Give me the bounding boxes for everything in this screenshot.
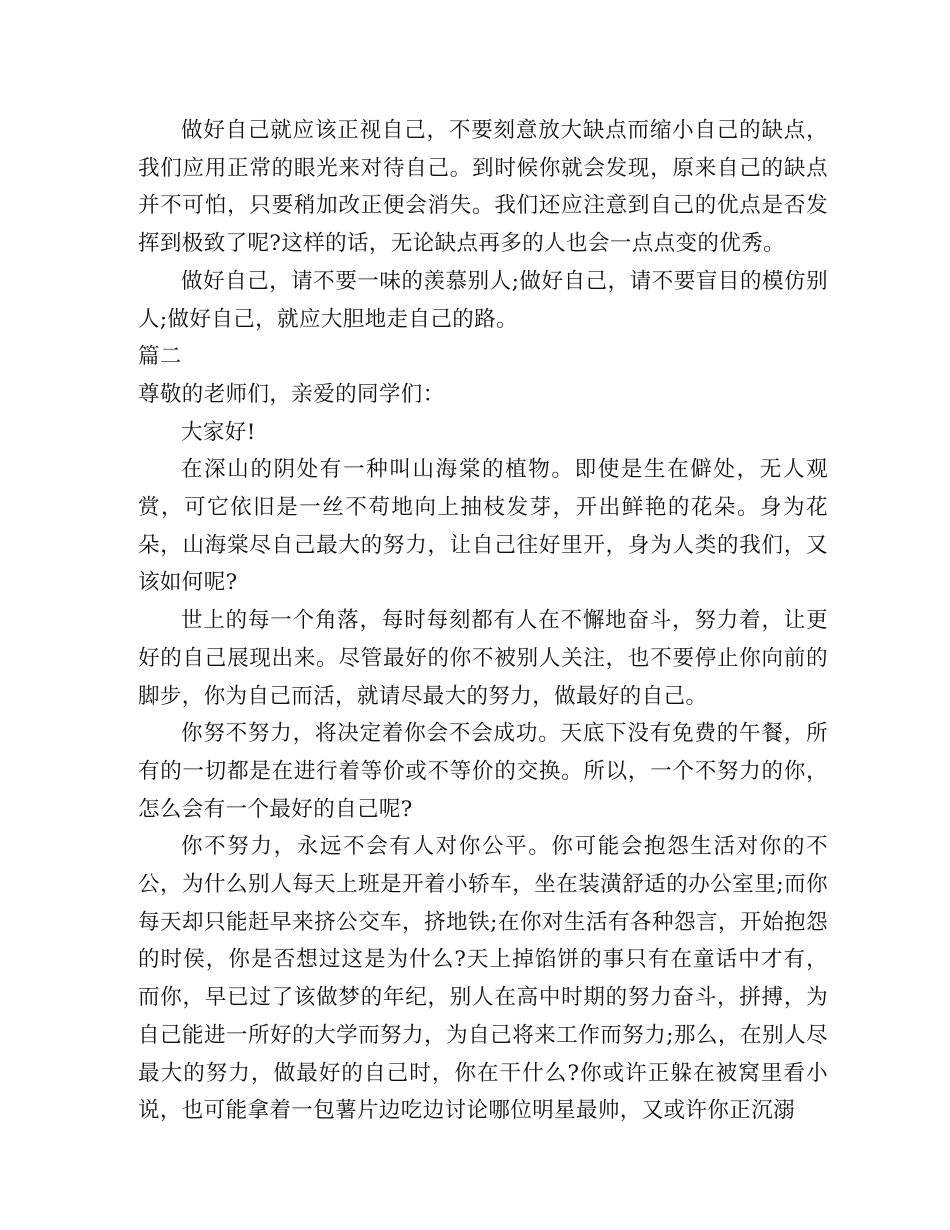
paragraph-3: 在深山的阴处有一种叫山海棠的植物。即使是生在僻处，无人观赏，可它依旧是一丝不苟地向上抽枝发芽，开出鲜艳的花朵。身为花朵，山海棠尽自己最大的努力，让自己往好里开，身为人类的我们，又该如何呢?: [138, 457, 828, 596]
paragraph-5: 你努不努力，将决定着你会不会成功。天底下没有免费的午餐，所有的一切都是在进行着等价或不等价的交换。所以，一个不努力的你，怎么会有一个最好的自己呢?: [138, 721, 828, 822]
paragraph-4: 世上的每一个角落，每时每刻都有人在不懈地奋斗，努力着，让更好的自己展现出来。尽管最好的你不被别人关注，也不要停止你向前的脚步，你为自己而活，就请尽最大的努力，做最好的自己。: [138, 608, 828, 709]
section-heading: 篇二: [138, 344, 182, 370]
document-body: [138, 112, 828, 1130]
paragraph-6: 你不努力，永远不会有人对你公平。你可能会抱怨生活对你的不公，为什么别人每天上班是开着小轿车，坐在装潢舒适的办公室里;而你每天却只能赶早来挤公交车，挤地铁;在你对生活有各种怨言，开始抱怨的时侯，你是否想过这是为什么?天上掉馅饼的事只有在童话中才有，而你，早已过了该做梦的年纪，别人在高中时期的努力奋斗，拼搏，为自己能进一所好的大学而努力，为自己将来工作而努力;那么，在别人尽最大的努力，做最好的自己时，你在干什么?你或许正躲在被窝里看小说，也可能拿着一包薯片边吃边讨论哪位明星最帅，又或许你正沉溺: [138, 834, 828, 1124]
greeting: 大家好!: [181, 419, 256, 445]
paragraph-2: 做好自己，请不要一味的羡慕别人;做好自己，请不要盲目的模仿别人;做好自己，就应大胆地走自己的路。: [138, 268, 828, 332]
salutation: 尊敬的老师们，亲爱的同学们：: [138, 381, 445, 407]
paragraph-1: 做好自己就应该正视自己，不要刻意放大缺点而缩小自己的缺点，我们应用正常的眼光来对待自己。到时候你就会发现，原来自己的缺点并不可怕，只要稍加改正便会消失。我们还应注意到自己的优点是否发挥到极致了呢?这样的话，无论缺点再多的人也会一点点变的优秀。: [138, 118, 828, 257]
